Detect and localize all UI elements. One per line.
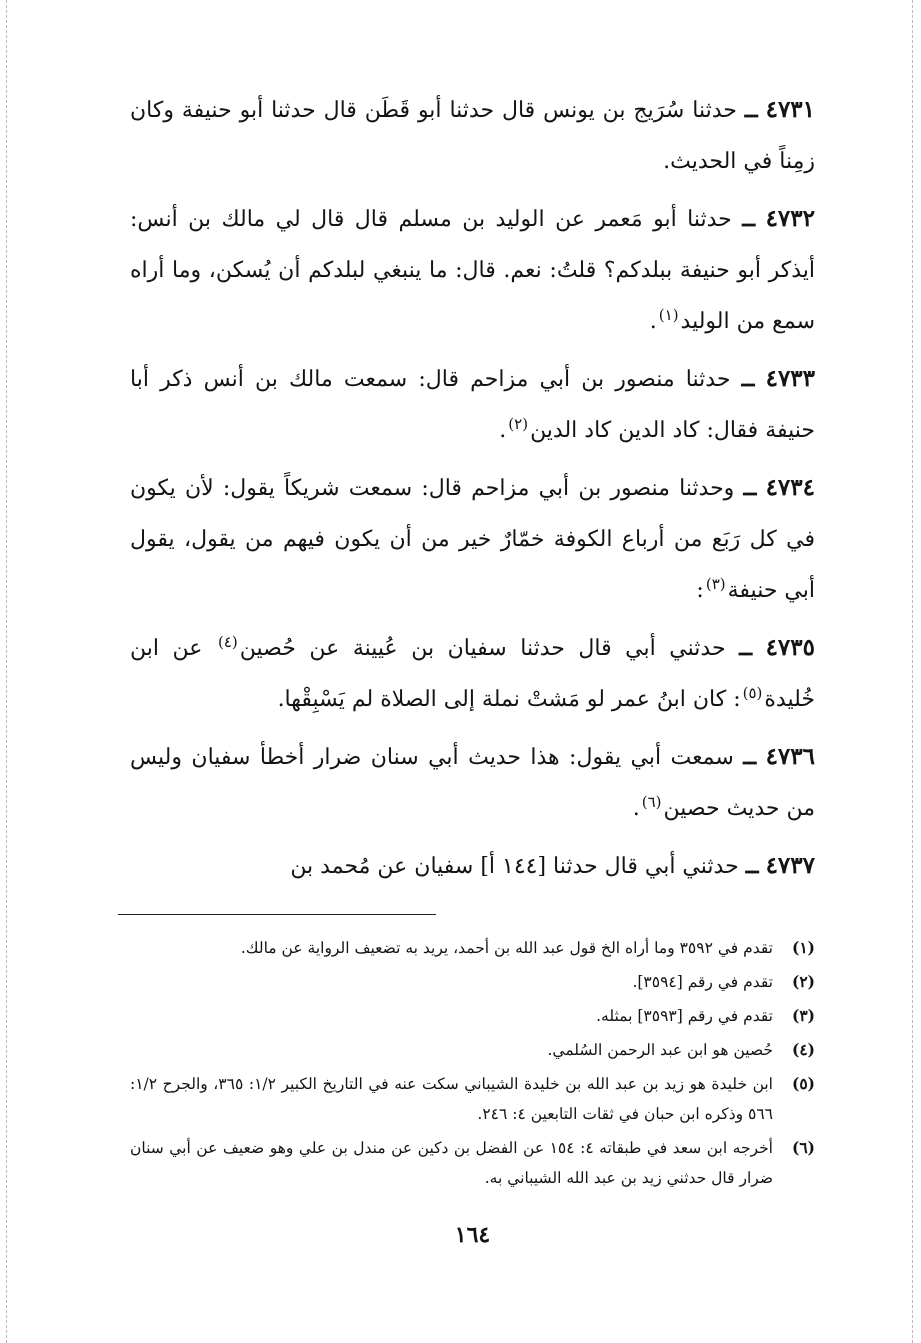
- scan-edge-right: [912, 0, 913, 1343]
- hadith-text: حدثنا سُرَيج بن يونس قال حدثنا أبو قَطَن قال حدثنا أبو حنيفة وكان زمِناً في الحديث.: [130, 98, 815, 174]
- footnote-item: [130, 967, 815, 997]
- hadith-dash: ــ: [743, 744, 757, 770]
- hadith-entry-4734: [130, 462, 815, 616]
- hadith-text-continued: عن ابن خُليدة: [130, 636, 815, 712]
- footnote-label: (٦): [791, 1138, 815, 1157]
- hadith-text: حدثني أبي قال حدثنا [١٤٤ أ] سفيان عن مُحمد بن: [290, 854, 739, 879]
- hadith-number: ٤٧٣٧: [765, 852, 815, 879]
- footnote-item: [130, 1001, 815, 1031]
- footnote-ref[interactable]: (١): [658, 305, 679, 324]
- footnote-text: تقدم في رقم [٣٥٩٣] بمثله.: [596, 1007, 773, 1025]
- hadith-text: حدثنا أبو مَعمر عن الوليد بن مسلم قال قال لي مالك بن أنس: أيذكر أبو حنيفة ببلدكم؟ قلتُ: نعم. قال: ما ينبغي لبلدكم أن يُسكن، وما أراه سمع من الوليد: [130, 207, 815, 334]
- footnote-text: ابن خليدة هو زيد بن عبد الله بن خليدة الشيباني سكت عنه في التاريخ الكبير ١/٢: ٣٦٥، والجرح ١/٢: ٥٦٦ وذكره ابن حبان في ثقات التابعين ٤: ٢٤٦.: [130, 1075, 773, 1123]
- hadith-number: ٤٧٣٢: [765, 205, 815, 232]
- footnote-item: [130, 933, 815, 963]
- hadith-dash: ــ: [741, 366, 755, 392]
- footnote-ref[interactable]: (٢): [508, 414, 529, 433]
- footnote-label: (٣): [791, 1006, 815, 1025]
- hadith-tail: .: [632, 796, 640, 821]
- footnote-divider: [118, 914, 436, 915]
- hadith-text: وحدثنا منصور بن أبي مزاحم قال: سمعت شريكاً يقول: لأن يكون في كل رَبَع من أرباع الكوفة خمّارٌ خير من أن يكون فيهم من يقول، يقول أبي حنيفة: [130, 476, 815, 603]
- hadith-entry-4732: [130, 193, 815, 347]
- hadith-entry-4735: [130, 622, 815, 725]
- hadith-tail: :: [696, 578, 704, 603]
- footnote-item: [130, 1133, 815, 1193]
- footnote-ref[interactable]: (٦): [641, 792, 662, 811]
- book-page: [130, 70, 815, 1280]
- page-number: ١٦٤: [454, 1222, 491, 1248]
- hadith-dash: ــ: [739, 635, 753, 661]
- hadith-tail: .: [499, 418, 507, 443]
- hadith-number: ٤٧٣٦: [765, 743, 815, 770]
- hadith-text: حدثنا منصور بن أبي مزاحم قال: سمعت مالك بن أنس ذكر أبا حنيفة فقال: كاد الدين كاد الدين: [130, 367, 815, 443]
- hadith-entry-4731: [130, 84, 815, 187]
- hadith-entry-4733: [130, 353, 815, 456]
- footnotes: [130, 933, 815, 1193]
- hadith-text: سمعت أبي يقول: هذا حديث أبي سنان ضرار أخطأ سفيان وليس من حديث حصين: [130, 745, 815, 821]
- footnote-label: (٢): [791, 972, 815, 991]
- scan-edge-left: [6, 0, 7, 1343]
- footnote-text: تقدم في ٣٥٩٢ وما أراه الخ قول عبد الله بن أحمد، يريد به تضعيف الرواية عن مالك.: [240, 939, 773, 957]
- hadith-entry-4736: [130, 731, 815, 834]
- footnote-label: (٥): [791, 1074, 815, 1093]
- hadith-number: ٤٧٣٤: [765, 474, 815, 501]
- footnote-text: تقدم في رقم [٣٥٩٤].: [632, 973, 773, 991]
- footnote-ref[interactable]: (٣): [705, 574, 726, 593]
- footnote-item: [130, 1035, 815, 1065]
- hadith-dash: ــ: [743, 475, 757, 501]
- hadith-number: ٤٧٣١: [765, 96, 816, 123]
- hadith-dash: ــ: [744, 97, 758, 123]
- hadith-tail: .: [649, 309, 657, 334]
- footnote-ref[interactable]: (٤): [217, 632, 238, 651]
- hadith-dash: ــ: [745, 853, 759, 879]
- hadith-number: ٤٧٣٣: [765, 365, 816, 392]
- hadith-entry-4737: [130, 840, 815, 892]
- footnote-item: [130, 1069, 815, 1129]
- footnote-text: حُصين هو ابن عبد الرحمن السُلمي.: [547, 1041, 773, 1059]
- footnote-ref[interactable]: (٥): [742, 683, 763, 702]
- footnote-label: (١): [791, 938, 815, 957]
- hadith-number: ٤٧٣٥: [765, 634, 815, 661]
- footnote-label: (٤): [791, 1040, 815, 1059]
- hadith-dash: ــ: [742, 206, 756, 232]
- hadith-tail: : كان ابنُ عمر لو مَشتْ نملة إلى الصلاة لم يَسْبِقْها.: [277, 687, 741, 712]
- hadith-text: حدثني أبي قال حدثنا سفيان بن عُيينة عن حُصين: [239, 636, 726, 661]
- footnote-text: أخرجه ابن سعد في طبقاته ٤: ١٥٤ عن الفضل بن دكين عن مندل بن علي وهو ضعيف عن أبي سنان ضرار قال حدثني زيد بن عبد الله الشيباني به.: [130, 1139, 773, 1187]
